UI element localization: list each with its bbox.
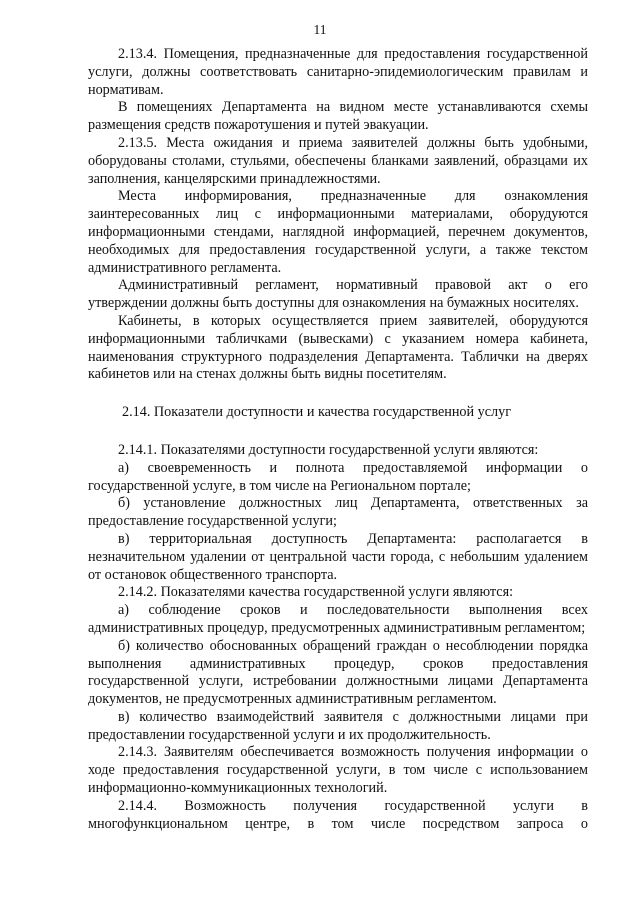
paragraph-regulation-availability: Административный регламент, нормативный правовой акт о его утверждении должны быть доступны для ознакомления на бумажных носителях.	[88, 277, 588, 312]
paragraph-information-places: Места информирования, предназначенные для ознакомления заинтересованных лиц с информационными материалами, оборудуются информационными стендами, наглядной информацией, перечнем документов, необходимых для предоставления государственной услуги, а также текстом административного регламента.	[88, 188, 588, 276]
paragraph-evacuation-schemes: В помещениях Департамента на видном месте устанавливаются схемы размещения средств пожаротушения и путей эвакуации.	[88, 99, 588, 134]
paragraph-2-14-4: 2.14.4. Возможность получения государственной услуги в многофункциональном центре, в том числе посредством запроса о	[88, 797, 588, 832]
section-heading-2-14: 2.14. Показатели доступности и качества государственной услуг	[122, 404, 512, 421]
paragraph-2-14-1: 2.14.1. Показателями доступности государственной услуги являются:	[118, 441, 539, 458]
list-item-accessibility-c: в) территориальная доступность Департамента: располагается в незначительном удалении от центральной части города, с небольшим удалением от остановок общественного транспорта.	[88, 530, 588, 583]
paragraph-2-13-4: 2.13.4. Помещения, предназначенные для предоставления государственной услуги, должны соответствовать санитарно-эпидемиологическим правилам и нормативам.	[88, 46, 588, 98]
page-number: 11	[313, 22, 327, 37]
paragraph-2-13-5: 2.13.5. Места ожидания и приема заявителей должны быть удобными, оборудованы столами, стульями, обеспечены бланками заявлений, образцами их заполнения, канцелярскими принадлежностями.	[88, 134, 588, 187]
page-body	[88, 46, 588, 833]
list-item-quality-b: б) количество обоснованных обращений граждан о несоблюдении порядка выполнения административных процедур, сроков предоставления государственной услуги, истребовании должностными лицами Департамента документов, не предусмотренных административным регламентом.	[88, 637, 588, 708]
list-item-accessibility-a: а) своевременность и полнота предоставляемой информации о государственной услуге, в том числе на Региональном портале;	[88, 459, 588, 494]
paragraph-cabinets: Кабинеты, в которых осуществляется прием заявителей, оборудуются информационными табличками (вывесками) с указанием номера кабинета, наименования структурного подразделения Департамента. Таблички на дверях кабинетов или на стенах должны быть видны посетителям.	[88, 312, 588, 383]
list-item-accessibility-b: б) установление должностных лиц Департамента, ответственных за предоставление государственной услуги;	[88, 495, 588, 530]
paragraph-2-14-2: 2.14.2. Показателями качества государственной услуги являются:	[118, 584, 514, 601]
list-item-quality-c: в) количество взаимодействий заявителя с должностными лицами при предоставлении государственной услуги и их продолжительность.	[88, 708, 588, 743]
paragraph-2-14-3: 2.14.3. Заявителям обеспечивается возможность получения информации о ходе предоставления государственной услуги, в том числе с использованием информационно-коммуникационных технологий.	[88, 744, 588, 797]
list-item-quality-a: а) соблюдение сроков и последовательности выполнения всех административных процедур, предусмотренных административным регламентом;	[88, 602, 588, 636]
